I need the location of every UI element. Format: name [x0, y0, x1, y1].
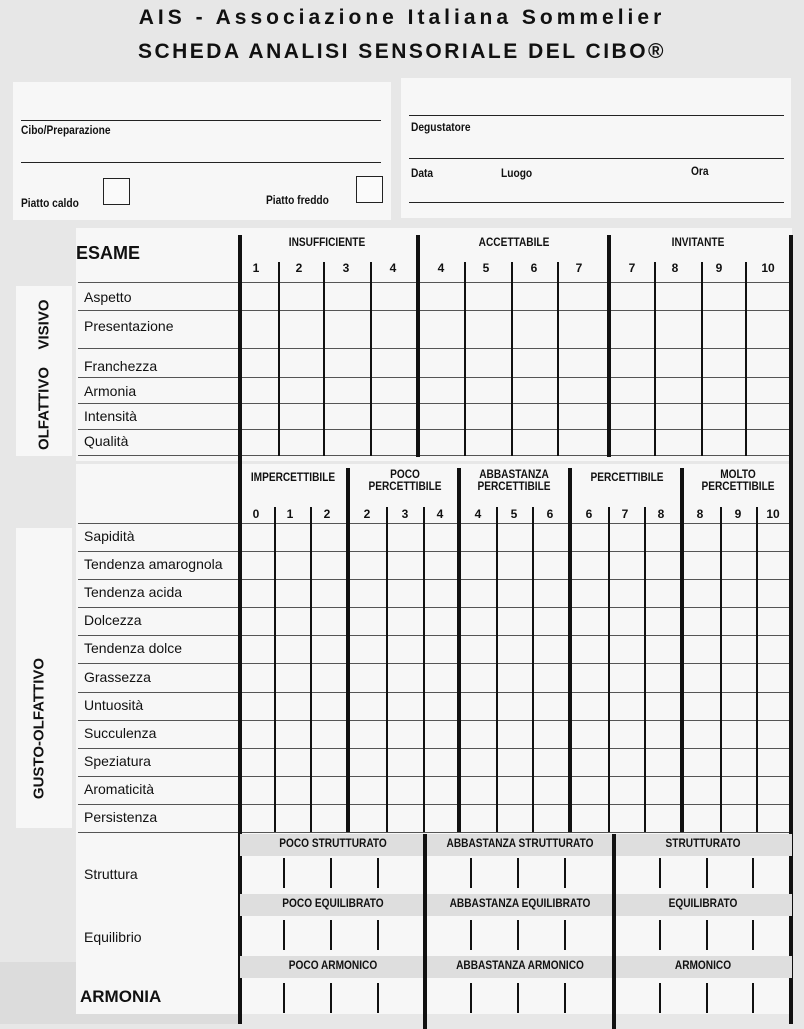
criterion-label: Presentazione: [84, 318, 174, 334]
data-label: Data: [411, 166, 434, 180]
scale-group-header: INVITANTE: [671, 237, 725, 249]
scale-column-line[interactable]: [720, 507, 722, 832]
rating-tick[interactable]: [659, 858, 661, 888]
scale-number: 1: [252, 261, 260, 275]
criterion-label: Speziatura: [84, 753, 151, 769]
scale-column-line[interactable]: [756, 507, 758, 832]
scale-number: 5: [510, 507, 518, 521]
scale-group-header-line: IMPERCETTIBILE: [250, 472, 336, 484]
rating-tick[interactable]: [377, 920, 379, 950]
scale-column-line[interactable]: [386, 507, 388, 832]
cibo-line[interactable]: [21, 162, 381, 163]
rating-tick[interactable]: [706, 983, 708, 1013]
rating-tick[interactable]: [470, 920, 472, 950]
scale-group-header: [240, 472, 346, 484]
armonia-label: ARMONIA: [80, 987, 162, 1006]
group-separator: [607, 235, 611, 457]
row-divider: [78, 429, 790, 430]
data-luogo-ora-line[interactable]: [409, 202, 784, 203]
scale-column-line[interactable]: [511, 262, 513, 456]
criterion-label: Franchezza: [84, 358, 158, 374]
scale-column-line[interactable]: [644, 507, 646, 832]
scale-number: 2: [295, 261, 303, 275]
band-group-header: ABBASTANZA STRUTTURATO: [446, 838, 594, 850]
degustatore-line[interactable]: [409, 115, 784, 116]
piatto-freddo-checkbox[interactable]: [356, 176, 383, 203]
rating-tick[interactable]: [706, 858, 708, 888]
group-separator: [423, 956, 427, 1029]
scale-number: 10: [766, 507, 780, 521]
scale-number: 7: [575, 261, 583, 275]
band-group-header: POCO STRUTTURATO: [279, 838, 387, 850]
taster-info-panel: [401, 78, 791, 218]
group-separator: [238, 235, 242, 457]
criterion-label: Grassezza: [84, 669, 151, 685]
section2-panel: [76, 464, 792, 1014]
form-subtitle: SCHEDA ANALISI SENSORIALE DEL CIBO®: [137, 40, 667, 63]
criterion-label: Armonia: [84, 383, 137, 399]
scale-number: 9: [734, 507, 742, 521]
scale-column-line[interactable]: [654, 262, 656, 456]
scale-column-line[interactable]: [608, 507, 610, 832]
scale-column-line[interactable]: [532, 507, 534, 832]
scale-group-header-line: MOLTO: [720, 469, 756, 481]
scale-column-line[interactable]: [370, 262, 372, 456]
row-divider: [78, 282, 790, 283]
visivo-label: VISIVO: [35, 299, 53, 350]
rating-tick[interactable]: [517, 920, 519, 950]
scale-number: 2: [363, 507, 371, 521]
grid-right-edge: [789, 456, 793, 1024]
rating-tick[interactable]: [517, 983, 519, 1013]
rating-tick[interactable]: [330, 920, 332, 950]
criterion-label: Dolcezza: [84, 612, 142, 628]
scale-number: 4: [436, 507, 444, 521]
scale-number: 6: [546, 507, 554, 521]
band-group-header: POCO ARMONICO: [288, 960, 378, 972]
equilibrio-label: Equilibrio: [84, 929, 142, 945]
rating-tick[interactable]: [377, 858, 379, 888]
ora-label: Ora: [691, 164, 709, 178]
scale-column-line[interactable]: [278, 262, 280, 456]
scale-group-header-line: PERCETTIBILE: [368, 481, 442, 493]
gusto-olfattivo-label: GUSTO-OLFATTIVO: [30, 657, 48, 800]
struttura-label: Struttura: [84, 866, 138, 882]
food-info-panel: [13, 82, 391, 220]
row-divider: [78, 832, 790, 833]
rating-tick[interactable]: [706, 920, 708, 950]
piatto-freddo-label: Piatto freddo: [266, 193, 329, 207]
piatto-caldo-checkbox[interactable]: [103, 178, 130, 205]
scale-column-line[interactable]: [701, 262, 703, 456]
rating-tick[interactable]: [470, 858, 472, 888]
scale-number: 8: [696, 507, 704, 521]
scale-number: 8: [657, 507, 665, 521]
luogo-label: Luogo: [501, 166, 533, 180]
group-separator: [612, 956, 616, 1029]
scale-number: 5: [482, 261, 490, 275]
scale-number: 3: [342, 261, 350, 275]
scale-number: 6: [530, 261, 538, 275]
criterion-label: Tendenza amarognola: [84, 556, 223, 572]
scale-group-header: [574, 472, 680, 484]
group-separator: [789, 235, 793, 457]
criterion-label: Qualità: [84, 433, 129, 449]
rating-tick[interactable]: [752, 858, 754, 888]
band-group-header: ABBASTANZA ARMONICO: [456, 960, 584, 972]
scale-group-header-line: POCO: [390, 469, 420, 481]
scale-number: 2: [323, 507, 331, 521]
rating-tick[interactable]: [283, 920, 285, 950]
esame-title: ESAME: [76, 243, 141, 263]
scale-column-line[interactable]: [310, 507, 312, 832]
rating-tick[interactable]: [283, 983, 285, 1013]
criterion-label: Aspetto: [84, 289, 132, 305]
scale-group-header-line: ABBASTANZA: [479, 469, 549, 481]
scale-number: 7: [628, 261, 636, 275]
scale-group-header-line: PERCETTIBILE: [590, 472, 664, 484]
scale-group-header: [352, 469, 458, 493]
criterion-label: Succulenza: [84, 725, 157, 741]
criterion-label: Intensità: [84, 408, 137, 424]
rating-tick[interactable]: [752, 920, 754, 950]
group-separator: [346, 468, 350, 832]
scale-column-line[interactable]: [274, 507, 276, 832]
degustatore-label: Degustatore: [411, 120, 471, 134]
rating-tick[interactable]: [330, 858, 332, 888]
scale-column-line[interactable]: [464, 262, 466, 456]
form-title: AIS - Associazione Italiana Sommelier: [138, 6, 666, 29]
rating-tick[interactable]: [659, 920, 661, 950]
row-divider: [78, 403, 790, 404]
row-divider: [78, 377, 790, 378]
group-separator: [416, 235, 420, 457]
rating-tick[interactable]: [564, 920, 566, 950]
criterion-label: Tendenza dolce: [84, 640, 183, 656]
group-separator: [680, 468, 684, 832]
row-divider: [78, 455, 790, 456]
rating-tick[interactable]: [564, 983, 566, 1013]
scale-number: 1: [286, 507, 294, 521]
criterion-label: Untuosità: [84, 697, 144, 713]
rating-tick[interactable]: [659, 983, 661, 1013]
rating-tick[interactable]: [330, 983, 332, 1013]
band-group-header: ABBASTANZA EQUILIBRATO: [449, 898, 591, 910]
rating-tick[interactable]: [564, 858, 566, 888]
scale-column-line[interactable]: [496, 507, 498, 832]
scale-number: 10: [761, 261, 775, 275]
olfattivo-label: OLFATTIVO: [35, 366, 53, 451]
scale-number: 3: [401, 507, 409, 521]
scale-group-header: INSUFFICIENTE: [288, 237, 366, 249]
rating-tick[interactable]: [752, 983, 754, 1013]
scale-column-line[interactable]: [323, 262, 325, 456]
scale-number: 4: [437, 261, 445, 275]
band-group-header: ARMONICO: [674, 960, 732, 972]
rating-tick[interactable]: [377, 983, 379, 1013]
row-divider: [78, 310, 790, 311]
scale-group-header: ACCETTABILE: [478, 237, 550, 249]
band-group-header: POCO EQUILIBRATO: [282, 898, 384, 910]
scale-number: 8: [671, 261, 679, 275]
scale-number: 4: [389, 261, 397, 275]
band-group-header: EQUILIBRATO: [668, 898, 738, 910]
scale-column-line[interactable]: [423, 507, 425, 832]
scale-column-line[interactable]: [557, 262, 559, 456]
criterion-label: Persistenza: [84, 809, 158, 825]
criterion-label: Sapidità: [84, 528, 135, 544]
band-group-header: STRUTTURATO: [665, 838, 741, 850]
scale-number: 7: [621, 507, 629, 521]
scale-group-header-line: PERCETTIBILE: [477, 481, 551, 493]
rating-tick[interactable]: [517, 858, 519, 888]
group-separator: [568, 468, 572, 832]
scale-group-header: [461, 469, 567, 493]
scale-group-header-line: PERCETTIBILE: [701, 481, 775, 493]
row-divider: [78, 348, 790, 349]
scale-number: 4: [474, 507, 482, 521]
scale-column-line[interactable]: [745, 262, 747, 456]
cibo-label: Cibo/Preparazione: [21, 123, 111, 137]
scale-group-header: [685, 469, 791, 493]
criterion-label: Tendenza acida: [84, 584, 183, 600]
scale-number: 0: [252, 507, 260, 521]
piatto-caldo-label: Piatto caldo: [21, 196, 79, 210]
scale-number: 9: [715, 261, 723, 275]
grid-left-edge: [238, 456, 242, 1024]
scale-number: 6: [585, 507, 593, 521]
rating-tick[interactable]: [470, 983, 472, 1013]
rating-tick[interactable]: [283, 858, 285, 888]
group-separator: [457, 468, 461, 832]
criterion-label: Aromaticità: [84, 781, 155, 797]
